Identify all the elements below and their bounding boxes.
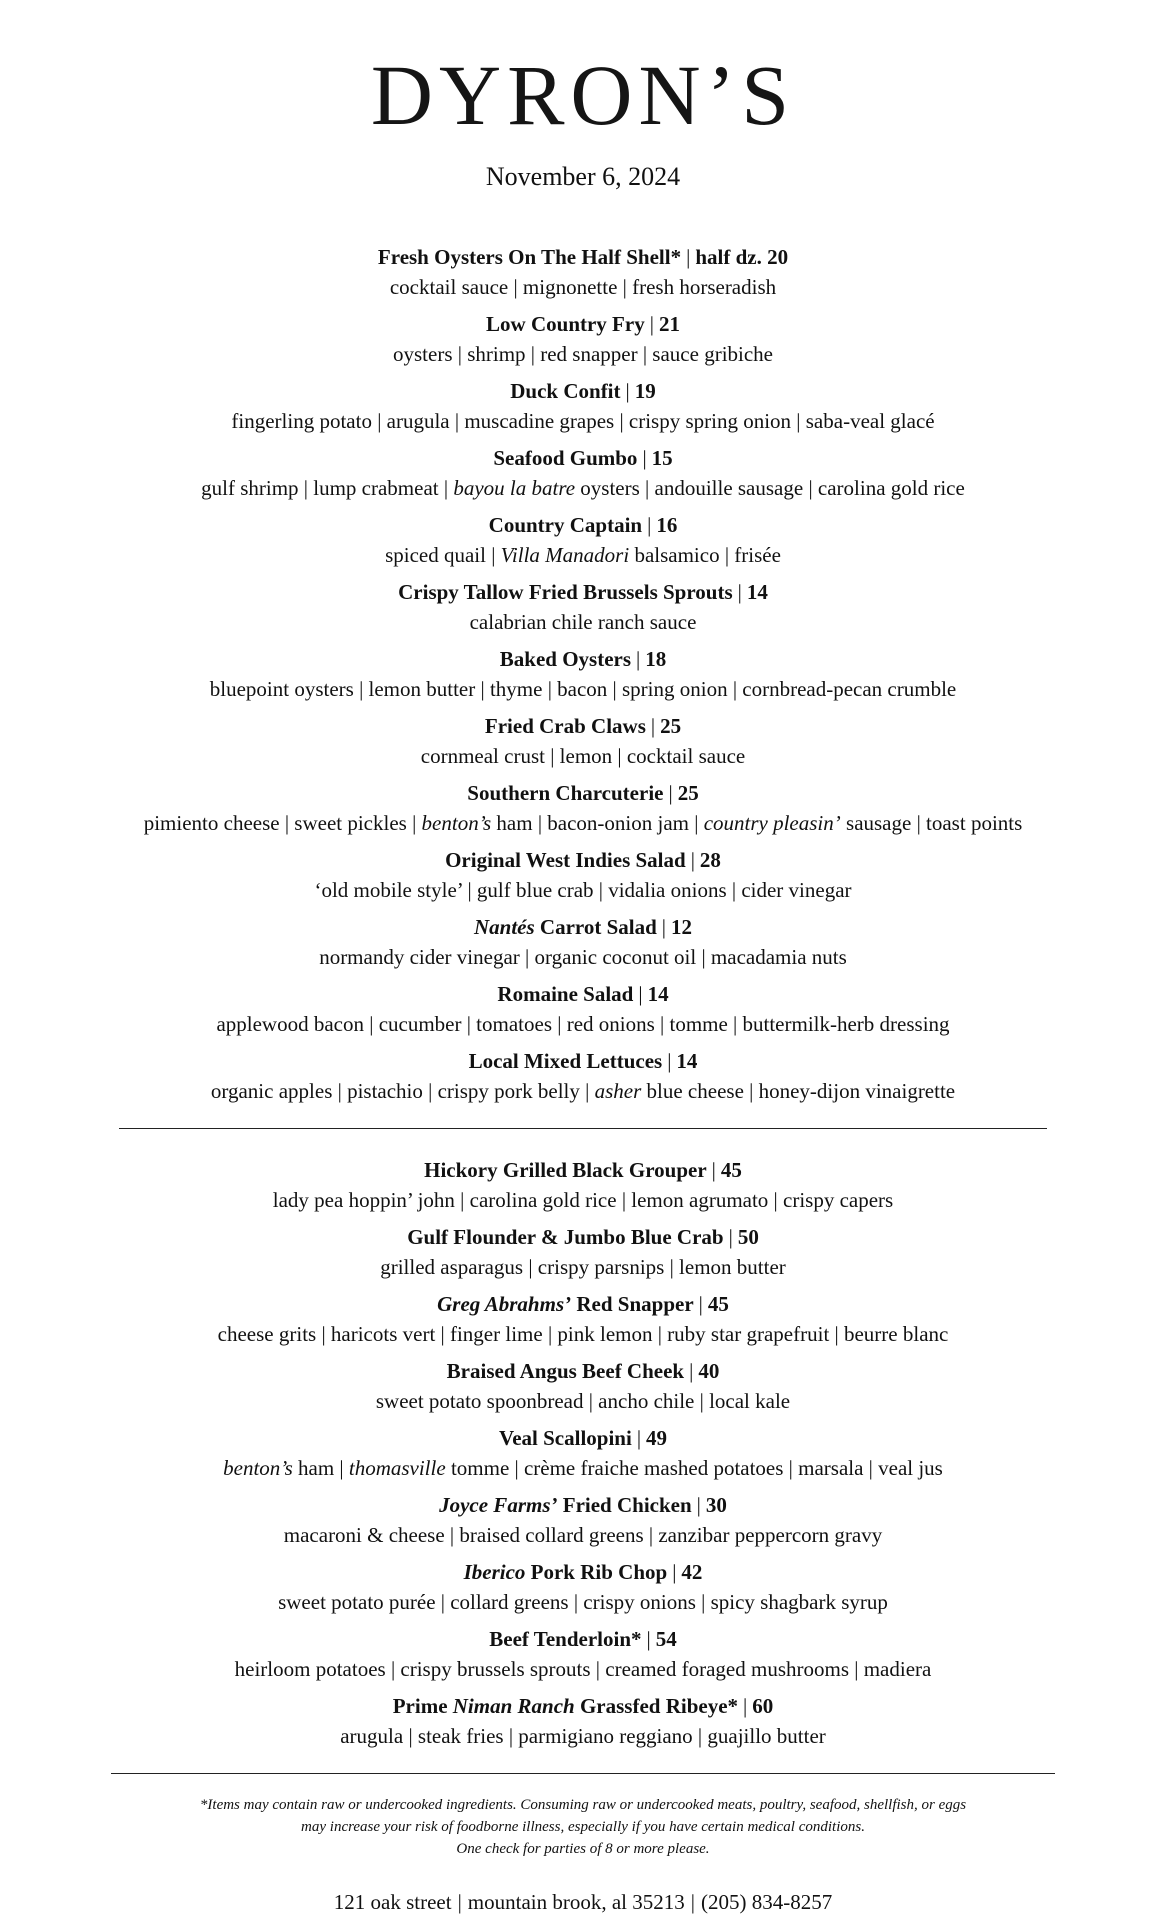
item-name: Local Mixed Lettuces | 14 <box>468 1049 698 1073</box>
item-price: 25 <box>677 781 699 805</box>
menu-item <box>0 912 1166 972</box>
item-description: heirloom potatoes | crispy brussels sprouts | creamed foraged mushrooms | madiera <box>234 1657 932 1681</box>
item-price: 14 <box>676 1049 698 1073</box>
menu-item <box>0 1557 1166 1617</box>
item-name: Veal Scallopini | 49 <box>498 1426 668 1450</box>
disclaimer-line: may increase your risk of foodborne illness, especially if you have certain medical conditions. <box>301 1819 865 1835</box>
section-divider <box>119 1128 1047 1129</box>
item-name: Braised Angus Beef Cheek | 40 <box>446 1359 720 1383</box>
item-price: 30 <box>705 1493 727 1517</box>
item-price: 54 <box>655 1627 677 1651</box>
item-name: Southern Charcuterie | 25 <box>467 781 699 805</box>
entrees-section <box>0 1155 1166 1751</box>
item-description: cocktail sauce | mignonette | fresh horseradish <box>389 275 777 299</box>
item-description: sweet potato spoonbread | ancho chile | local kale <box>375 1389 791 1413</box>
item-description: cheese grits | haricots vert | finger lime | pink lemon | ruby star grapefruit | beurre blanc <box>217 1322 949 1346</box>
item-name: Gulf Flounder & Jumbo Blue Crab | 50 <box>407 1225 759 1249</box>
item-name: Romaine Salad | 14 <box>497 982 669 1006</box>
item-price: 49 <box>646 1426 668 1450</box>
menu-item <box>0 376 1166 436</box>
disclaimer <box>0 1794 1166 1860</box>
item-description: arugula | steak fries | parmigiano reggiano | guajillo butter <box>340 1724 826 1748</box>
item-name: Country Captain | 16 <box>488 513 678 537</box>
item-price: 50 <box>737 1225 759 1249</box>
item-name: Fresh Oysters On The Half Shell* | half dz. 20 <box>377 245 789 269</box>
item-price: 42 <box>681 1560 703 1584</box>
item-name: Nantés Carrot Salad | 12 <box>473 915 693 939</box>
item-description: benton’s ham | thomasville tomme | crème fraiche mashed potatoes | marsala | veal jus <box>223 1456 943 1480</box>
section-divider <box>111 1773 1055 1774</box>
item-price: 60 <box>752 1694 774 1718</box>
item-name: Hickory Grilled Black Grouper | 45 <box>424 1158 742 1182</box>
restaurant-name: DYRON’S <box>370 47 796 143</box>
disclaimer-line: *Items may contain raw or undercooked ingredients. Consuming raw or undercooked meats, poultry, seafood, shellfish, or eggs <box>199 1797 967 1813</box>
item-price: 28 <box>699 848 721 872</box>
item-description: lady pea hoppin’ john | carolina gold rice | lemon agrumato | crispy capers <box>272 1188 894 1212</box>
item-name: Low Country Fry | 21 <box>486 312 680 336</box>
phone: (205) 834-8257 <box>700 1890 833 1914</box>
item-description: normandy cider vinegar | organic coconut oil | macadamia nuts <box>319 945 847 969</box>
starters-section <box>0 242 1166 1106</box>
menu-item <box>0 443 1166 503</box>
item-description: oysters | shrimp | red snapper | sauce gribiche <box>393 342 773 366</box>
footer-contact: 121 oak street | mountain brook, al 35213 | (205) 834-8257 <box>333 1890 833 1914</box>
item-description: sweet potato purée | collard greens | crispy onions | spicy shagbark syrup <box>278 1590 888 1614</box>
item-price: 18 <box>645 647 667 671</box>
item-description: gulf shrimp | lump crabmeat | bayou la batre oysters | andouille sausage | carolina gold rice <box>201 476 965 500</box>
menu-item <box>0 1155 1166 1215</box>
city: mountain brook, al 35213 <box>467 1890 685 1914</box>
disclaimer-line: One check for parties of 8 or more please. <box>456 1841 710 1857</box>
item-name: Crispy Tallow Fried Brussels Sprouts | 14 <box>398 580 768 604</box>
menu-item <box>0 1356 1166 1416</box>
item-name: Baked Oysters | 18 <box>499 647 667 671</box>
item-description: pimiento cheese | sweet pickles | benton’s ham | bacon-onion jam | country pleasin’ sausage | toast points <box>143 811 1023 835</box>
menu-item <box>0 778 1166 838</box>
menu-item <box>0 845 1166 905</box>
menu-item <box>0 979 1166 1039</box>
menu-item <box>0 1423 1166 1483</box>
address: 121 oak street <box>333 1890 452 1914</box>
item-name: Prime Niman Ranch Grassfed Ribeye* | 60 <box>392 1694 774 1718</box>
item-name: Duck Confit | 19 <box>510 379 656 403</box>
menu-item <box>0 242 1166 302</box>
item-name: Joyce Farms’ Fried Chicken | 30 <box>439 1493 727 1517</box>
menu-item <box>0 711 1166 771</box>
item-description: calabrian chile ranch sauce <box>469 610 697 634</box>
item-price: 45 <box>720 1158 742 1182</box>
item-name: Iberico Pork Rib Chop | 42 <box>463 1560 703 1584</box>
item-price: 15 <box>651 446 673 470</box>
item-name: Seafood Gumbo | 15 <box>493 446 673 470</box>
item-description: bluepoint oysters | lemon butter | thyme | bacon | spring onion | cornbread-pecan crumble <box>209 677 957 701</box>
menu-item <box>0 1046 1166 1106</box>
item-description: fingerling potato | arugula | muscadine grapes | crispy spring onion | saba-veal glacé <box>231 409 935 433</box>
item-description: spiced quail | Villa Manadori balsamico | frisée <box>385 543 781 567</box>
item-price: 12 <box>671 915 693 939</box>
item-description: ‘old mobile style’ | gulf blue crab | vidalia onions | cider vinegar <box>314 878 852 902</box>
menu-item <box>0 1691 1166 1751</box>
menu-item <box>0 309 1166 369</box>
menu-date: November 6, 2024 <box>485 162 681 191</box>
item-description: organic apples | pistachio | crispy pork belly | asher blue cheese | honey-dijon vinaigrette <box>210 1079 956 1103</box>
menu-item <box>0 1289 1166 1349</box>
item-price: 21 <box>658 312 680 336</box>
item-price: 40 <box>698 1359 720 1383</box>
item-name: Original West Indies Salad | 28 <box>445 848 721 872</box>
item-price: 14 <box>746 580 768 604</box>
item-description: cornmeal crust | lemon | cocktail sauce <box>420 744 746 768</box>
menu-item <box>0 1222 1166 1282</box>
item-price: 25 <box>660 714 682 738</box>
item-description: applewood bacon | cucumber | tomatoes | red onions | tomme | buttermilk-herb dressing <box>216 1012 950 1036</box>
menu-item <box>0 1624 1166 1684</box>
item-name: Greg Abrahms’ Red Snapper | 45 <box>437 1292 729 1316</box>
item-price: 16 <box>656 513 678 537</box>
menu-item <box>0 644 1166 704</box>
item-price: 19 <box>634 379 656 403</box>
item-price: 45 <box>707 1292 729 1316</box>
item-description: grilled asparagus | crispy parsnips | lemon butter <box>380 1255 786 1279</box>
item-name: Beef Tenderloin* | 54 <box>489 1627 677 1651</box>
item-description: macaroni & cheese | braised collard greens | zanzibar peppercorn gravy <box>283 1523 883 1547</box>
item-price: half dz. 20 <box>695 245 789 269</box>
menu-item <box>0 1490 1166 1550</box>
item-price: 14 <box>647 982 669 1006</box>
menu-item <box>0 577 1166 637</box>
item-name: Fried Crab Claws | 25 <box>484 714 682 738</box>
menu-item <box>0 510 1166 570</box>
